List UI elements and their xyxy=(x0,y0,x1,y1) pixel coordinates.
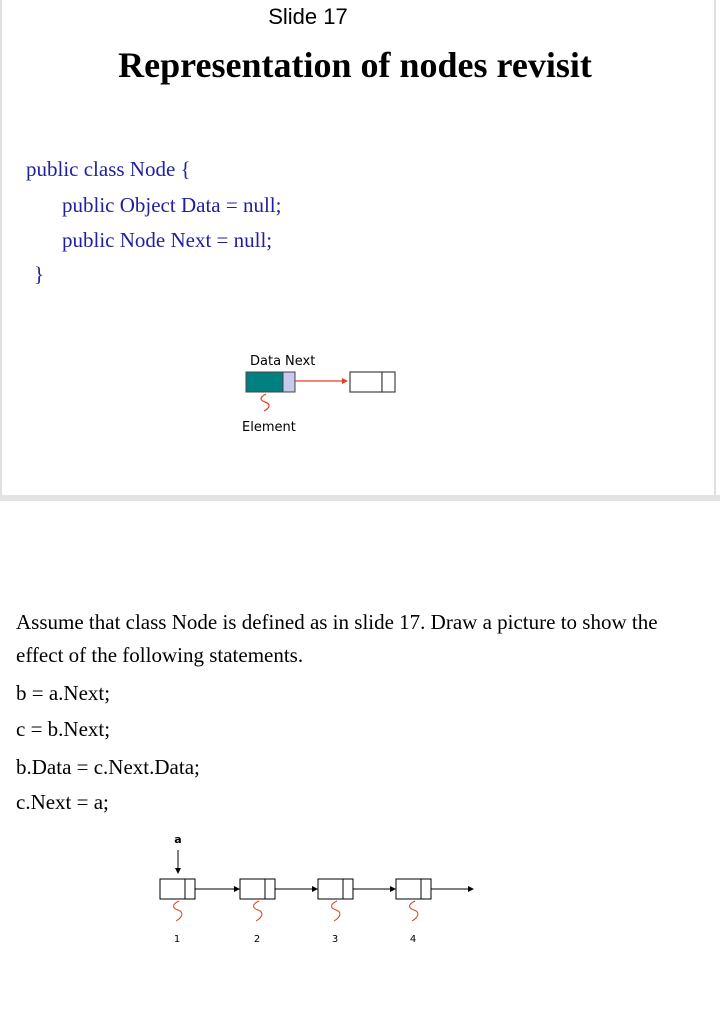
list-node-1 xyxy=(160,879,195,921)
node-label-2: 2 xyxy=(253,934,261,945)
statement-3: b.Data = c.Next.Data; xyxy=(16,755,200,779)
data-cell xyxy=(246,372,283,392)
next-pointer-arrowhead xyxy=(342,378,348,384)
slide-title: Representation of nodes revisit xyxy=(118,45,592,85)
code-line-next-field: public Node Next = null; xyxy=(62,228,273,252)
linked-list-diagram xyxy=(150,828,490,958)
statement-2: c = b.Next; xyxy=(16,717,111,741)
label-element: Element xyxy=(242,420,296,435)
pointer-label-a: a xyxy=(174,833,182,846)
code-line-class-decl: public class Node { xyxy=(26,157,191,181)
list-node-3 xyxy=(318,879,353,921)
node-diagram xyxy=(240,368,410,418)
code-line-closing-brace: } xyxy=(34,262,45,286)
slide-number: Slide 17 xyxy=(268,4,348,29)
next-cell xyxy=(283,372,295,392)
code-line-data-field: public Object Data = null; xyxy=(62,193,282,217)
pointer-a-arrowhead xyxy=(175,868,181,874)
element-squiggle xyxy=(261,394,269,411)
label-data: Data xyxy=(250,354,282,369)
node-label-1: 1 xyxy=(173,934,181,945)
list-node-4 xyxy=(396,879,431,921)
question-text: Assume that class Node is defined as in slide 17. Draw a picture to show the effect of the following statements. xyxy=(16,610,658,667)
statement-1: b = a.Next; xyxy=(16,681,111,705)
list-node-2 xyxy=(240,879,275,921)
label-next: Next xyxy=(285,354,316,369)
slide-divider xyxy=(0,495,720,501)
node-label-3: 3 xyxy=(331,934,339,945)
next-node-data-cell xyxy=(350,372,382,392)
statement-4: c.Next = a; xyxy=(16,790,109,814)
next-node-next-cell xyxy=(382,372,395,392)
node-label-4: 4 xyxy=(409,934,417,945)
